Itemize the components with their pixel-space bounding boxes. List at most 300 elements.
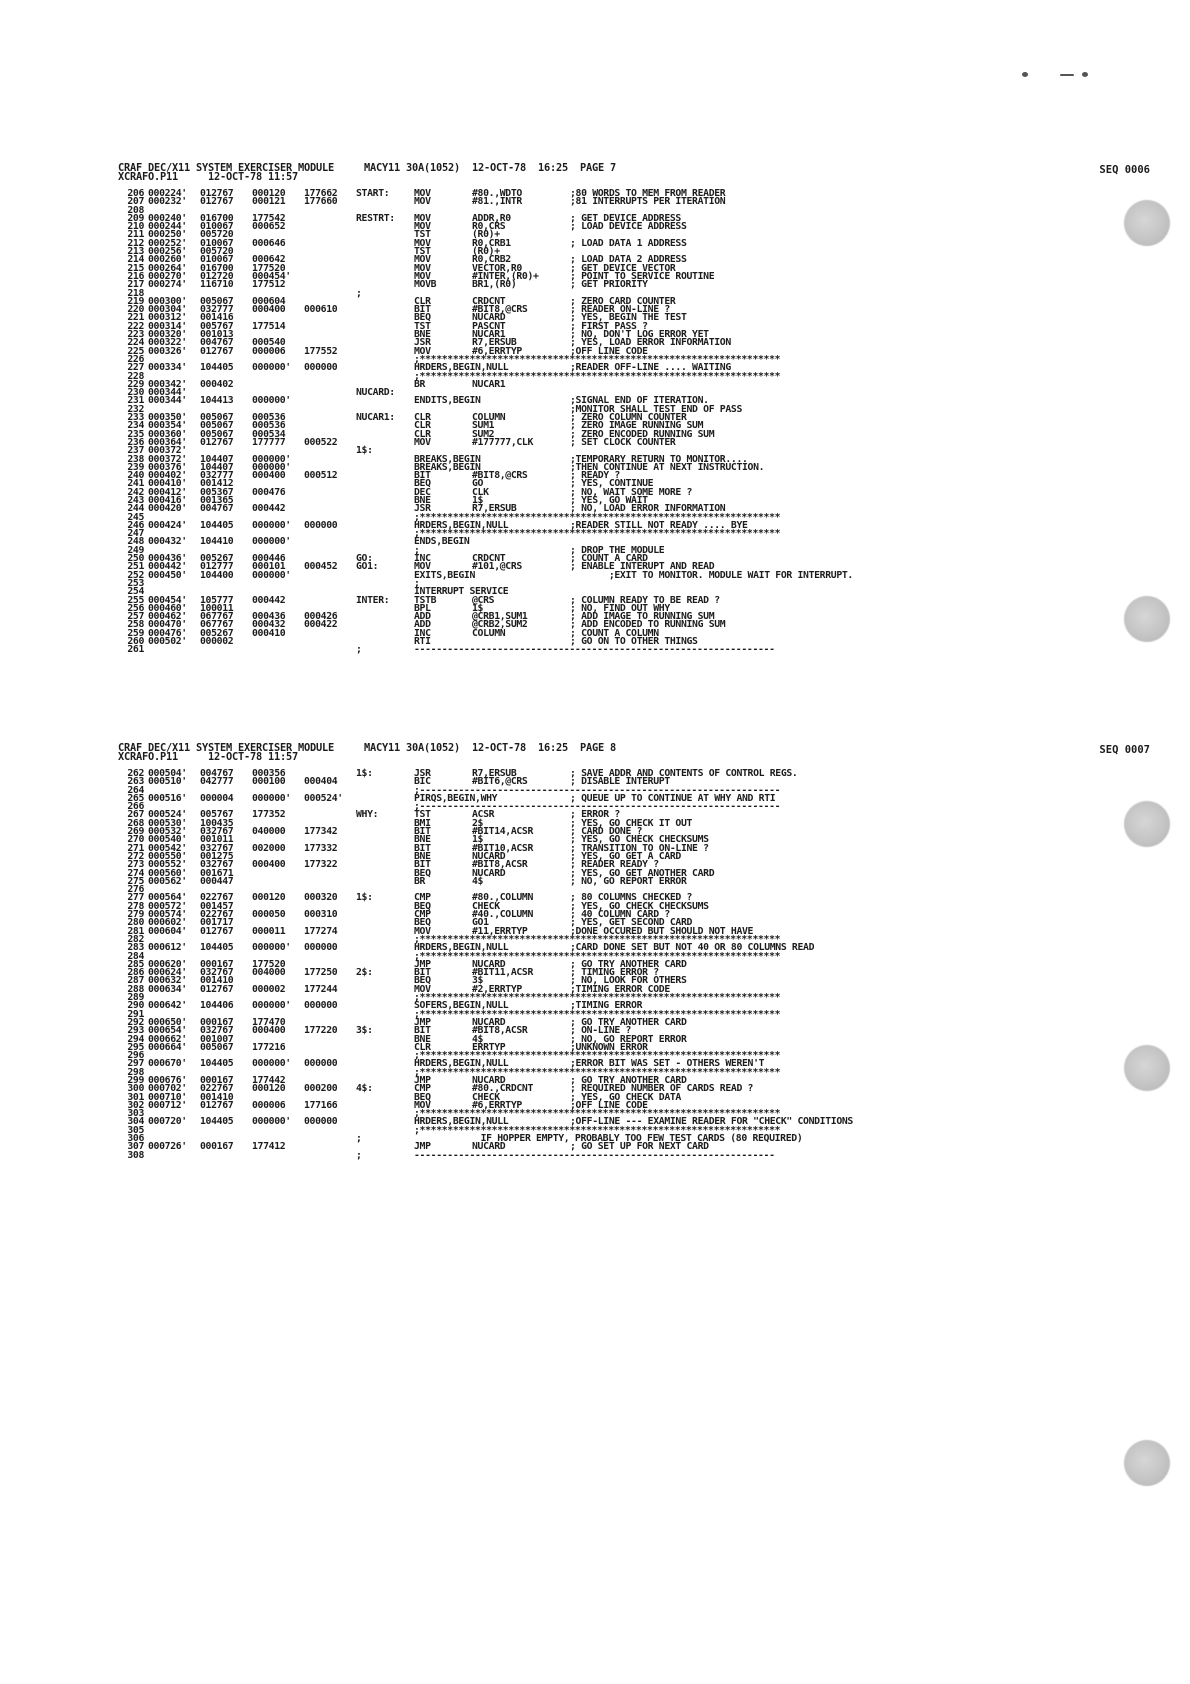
line-number: 206: [127, 188, 144, 199]
line-number: 230: [127, 387, 144, 399]
mnemonic: CLR: [414, 420, 431, 432]
operands: 4$: [472, 1033, 484, 1045]
operand-word-1: 000536: [252, 420, 286, 432]
opcode-word: 104410: [200, 536, 234, 548]
operands: 4$: [472, 875, 484, 887]
operand-word-1: 000050: [252, 909, 286, 921]
line-number: 277: [127, 892, 144, 904]
address: 000632': [148, 975, 187, 987]
opcode-word: 012767: [200, 196, 234, 208]
line-number: 305: [127, 1124, 144, 1136]
comment: ; GET DEVICE ADDRESS: [570, 212, 681, 224]
opcode-word: [200, 580, 252, 588]
listing-line: [118, 875, 1078, 887]
comment: ; YES, GO CHECK IT OUT: [570, 817, 693, 829]
line-number: 278: [127, 900, 144, 912]
line-number: 247: [127, 528, 144, 540]
operand-word-1: 000000': [252, 536, 291, 548]
line-number: 304: [127, 1116, 144, 1128]
operand-word-2: 177220: [304, 1025, 338, 1037]
opcode-word: 104405: [200, 1058, 234, 1070]
operands: GO1: [472, 917, 489, 929]
label: [356, 878, 414, 886]
operand-word-2: [304, 256, 356, 264]
operand-word-1: 000000': [252, 362, 291, 374]
address: 000650': [148, 1016, 187, 1028]
mnemonic: ;-----------------------------------------------------------------: [414, 801, 781, 813]
comment: ; ADD IMAGE TO RUNNING SUM: [570, 611, 715, 623]
mnemonic: ;: [414, 577, 420, 589]
label: [356, 489, 414, 497]
operand-word-1: 000400: [252, 470, 286, 482]
label: START:: [356, 188, 390, 199]
mnemonic: JSR: [414, 768, 431, 779]
line-number: 280: [127, 917, 144, 929]
operand-word-2: [304, 505, 356, 513]
comment: ; YES, GO WAIT: [570, 494, 648, 506]
label: [356, 977, 414, 985]
opcode-word: 032777: [200, 470, 234, 482]
mnemonic: MOV: [414, 237, 431, 249]
operand-word-2: 177166: [304, 1099, 338, 1111]
address: 000502': [148, 636, 187, 648]
operand-word-2: 177660: [304, 196, 338, 208]
line-number: 238: [127, 453, 144, 465]
operand-word-1: 000120: [252, 188, 286, 199]
operand-word-2: [304, 1069, 356, 1077]
label: [356, 431, 414, 439]
operands: [472, 1152, 570, 1160]
operands: #BIT10,ACSR: [472, 842, 534, 854]
operand-word-1: 000000': [252, 1116, 291, 1128]
operand-word-2: [304, 953, 356, 961]
operand-word-2: [304, 231, 356, 239]
opcode-word: 000002: [200, 636, 234, 648]
comment: ; YES, GO CHECK DATA: [570, 1091, 681, 1103]
operands: R0,CRB1: [472, 237, 511, 249]
operands: NUCARD: [472, 1074, 506, 1086]
mnemonic: PIRQS,BEGIN,WHY: [414, 792, 498, 804]
opcode-word: 005067: [200, 428, 234, 440]
opcode-word: 000402: [200, 378, 234, 390]
mnemonic: TST: [414, 246, 431, 258]
operand-word-2: 000000: [304, 362, 338, 374]
comment: ;SIGNAL END OF ITERATION.: [570, 395, 709, 407]
operands: VECTOR,R0: [472, 262, 522, 274]
line-number: 212: [127, 237, 144, 249]
line-number: 219: [127, 295, 144, 307]
opcode-word: 032777: [200, 304, 234, 316]
mnemonic: ;*****************************************************************: [414, 1124, 781, 1136]
operand-word-1: 000000': [252, 1000, 291, 1012]
operand-word-2: 000320: [304, 892, 338, 904]
mnemonic: HRDERS,BEGIN,NULL: [414, 1116, 509, 1128]
mnemonic: ;*****************************************************************: [414, 511, 781, 523]
operand-word-2: [304, 646, 356, 654]
operand-word-2: 000422: [304, 619, 338, 631]
label: [356, 522, 414, 530]
comment: ; YES, GO GET ANOTHER CARD: [570, 867, 715, 879]
opcode-word: 005767: [200, 320, 234, 332]
address: 000312': [148, 312, 187, 324]
mnemonic: ADD: [414, 619, 431, 631]
comment: ;CARD DONE SET BUT NOT 40 OR 80 COLUMNS READ: [570, 942, 815, 954]
label: [356, 580, 414, 588]
opcode-word: 001410: [200, 1091, 234, 1103]
mnemonic: TST: [414, 229, 431, 241]
opcode-word: 001011: [200, 834, 234, 846]
operand-word-1: 177514: [252, 320, 286, 332]
address: 000524': [148, 809, 187, 821]
operands: #INTER,(R0)+: [472, 270, 539, 282]
operand-word-1: [252, 381, 304, 389]
label: [356, 348, 414, 356]
line-number: 266: [127, 801, 144, 813]
label: [356, 240, 414, 248]
label: [356, 422, 414, 430]
sequence-number: SEQ 0007: [1099, 744, 1150, 756]
address: 000350': [148, 412, 187, 424]
opcode-word: 005067: [200, 295, 234, 307]
mnemonic: BR: [414, 378, 426, 390]
operand-word-1: 000410: [252, 627, 286, 639]
operand-word-2: [304, 290, 356, 298]
address: 000376': [148, 461, 187, 473]
mnemonic: TST: [414, 809, 431, 821]
line-number: 264: [127, 784, 144, 796]
mnemonic: BREAKS,BEGIN: [414, 461, 481, 473]
operand-word-2: 177244: [304, 983, 338, 995]
page-header-title: CRAF DEC/X11 SYSTEM EXERCISER MODULE MACY11 30A(1052) 12-OCT-78 16:25 PAGE 7: [118, 162, 616, 174]
operands: #177777,CLK: [472, 436, 534, 448]
address: 000564': [148, 892, 187, 904]
comment: ; 80 COLUMNS CHECKED ?: [570, 892, 693, 904]
operand-word-2: [304, 422, 356, 430]
comment: ; READER READY ?: [570, 859, 659, 871]
label: [356, 853, 414, 861]
address: 000314': [148, 320, 187, 332]
label: RESTRT:: [356, 212, 395, 224]
mnemonic: EXITS,BEGIN: [414, 569, 476, 581]
listing-line: [118, 646, 1078, 654]
opcode-word: 012767: [200, 983, 234, 995]
line-number: 252: [127, 569, 144, 581]
line-number: 224: [127, 337, 144, 349]
mnemonic: BNE: [414, 494, 431, 506]
line-number: 227: [127, 362, 144, 374]
operand-word-1: 177352: [252, 809, 286, 821]
opcode-word: 022767: [200, 1083, 234, 1095]
address: 000542': [148, 842, 187, 854]
comment: ; GO TRY ANOTHER CARD: [570, 1074, 687, 1086]
opcode-word: 004767: [200, 503, 234, 515]
mnemonic: CLR: [414, 412, 431, 424]
address: 000344': [148, 387, 187, 399]
line-number: 263: [127, 776, 144, 788]
opcode-word: 005767: [200, 809, 234, 821]
operand-word-2: 177332: [304, 842, 338, 854]
operands: ACSR: [472, 809, 495, 821]
comment: ; TIMING ERROR ?: [570, 967, 659, 979]
comment: ; ADD ENCODED TO RUNNING SUM: [570, 619, 726, 631]
comment: ; ZERO IMAGE RUNNING SUM: [570, 420, 704, 432]
operands: @CRS: [472, 594, 495, 606]
line-number: 306: [127, 1133, 144, 1145]
comment: ; YES, LOAD ERROR INFORMATION: [570, 337, 731, 349]
address: 000300': [148, 295, 187, 307]
address: 000540': [148, 834, 187, 846]
operands: NUCARD: [472, 1141, 506, 1153]
mnemonic: MOV: [414, 188, 431, 199]
mnemonic: MOV: [414, 221, 431, 233]
line-number: 303: [127, 1108, 144, 1120]
operands: GO: [472, 478, 484, 490]
listing-line: [118, 281, 1078, 289]
opcode-word: 010067: [200, 237, 234, 249]
operands: #BIT8,ACSR: [472, 859, 528, 871]
label: [356, 314, 414, 322]
mnemonic: BIT: [414, 826, 431, 838]
address: 000574': [148, 909, 187, 921]
comment: ;OFF-LINE --- EXAMINE READER FOR "CHECK" CONDITIONS: [570, 1116, 853, 1128]
label: [356, 373, 414, 381]
opcode-word: 010067: [200, 221, 234, 233]
label: ;: [356, 1149, 362, 1161]
address: 000510': [148, 776, 187, 788]
address: 000372': [148, 445, 187, 457]
mnemonic: MOV: [414, 196, 431, 208]
line-number: 265: [127, 792, 144, 804]
address: 000476': [148, 627, 187, 639]
line-number: 301: [127, 1091, 144, 1103]
line-number: 260: [127, 636, 144, 648]
mnemonic: JMP: [414, 1141, 431, 1153]
comment: ; COLUMN READY TO BE READ ?: [570, 594, 720, 606]
mnemonic: CLR: [414, 428, 431, 440]
opcode-word: 004767: [200, 337, 234, 349]
line-number: 218: [127, 287, 144, 299]
mnemonic: TST: [414, 320, 431, 332]
opcode-word: 001007: [200, 1033, 234, 1045]
operand-word-1: 000400: [252, 304, 286, 316]
operand-word-2: [304, 497, 356, 505]
line-number: 248: [127, 536, 144, 548]
opcode-word: 032767: [200, 859, 234, 871]
label: [356, 638, 414, 646]
line-number: 243: [127, 494, 144, 506]
address: 000372': [148, 453, 187, 465]
line-number: 291: [127, 1008, 144, 1020]
label: [356, 911, 414, 919]
opcode-word: 012767: [200, 436, 234, 448]
operands: [472, 646, 570, 654]
line-number: 226: [127, 353, 144, 365]
line-number: 296: [127, 1050, 144, 1062]
label: [356, 986, 414, 994]
comment: ;UNKNOWN ERROR: [570, 1041, 648, 1053]
comment: ; YES, BEGIN THE TEST: [570, 312, 687, 324]
mnemonic: HRDERS,BEGIN,NULL: [414, 362, 509, 374]
comment: ; YES, GO CHECK CHECKSUMS: [570, 834, 709, 846]
opcode-word: 032767: [200, 842, 234, 854]
operand-word-2: [304, 397, 356, 405]
operand-word-1: 000446: [252, 553, 286, 565]
comment: ; ERROR ?: [570, 809, 620, 821]
listing-line: [118, 378, 1078, 390]
mnemonic: ;*****************************************************************: [414, 933, 781, 945]
operand-word-2: [304, 447, 356, 455]
operand-word-2: 000000: [304, 1000, 338, 1012]
line-number: 287: [127, 975, 144, 987]
line-number: 282: [127, 933, 144, 945]
operands: #BIT8,@CRS: [472, 304, 528, 316]
opcode-word: 032767: [200, 967, 234, 979]
mnemonic: BEQ: [414, 900, 431, 912]
label: [356, 936, 414, 944]
operand-word-2: 000000: [304, 1116, 338, 1128]
opcode-word: 100011: [200, 602, 234, 614]
comment: ;80 WORDS TO MEM FROM READER: [570, 188, 726, 199]
operand-word-1: 040000: [252, 826, 286, 838]
listing-page-7: [118, 162, 1150, 656]
address: 000364': [148, 436, 187, 448]
label: [356, 306, 414, 314]
address: 000326': [148, 345, 187, 357]
line-number: 295: [127, 1041, 144, 1053]
mnemonic: CMP: [414, 1083, 431, 1095]
line-number: 267: [127, 809, 144, 821]
address: 000274': [148, 279, 187, 291]
operand-word-2: 177662: [304, 188, 338, 199]
operands: BR1,(R0): [472, 279, 517, 291]
operand-word-1: 000000': [252, 461, 291, 473]
mnemonic: ENDS,BEGIN: [414, 536, 470, 548]
opcode-word: 005267: [200, 553, 234, 565]
page-header-file: XCRAFO.P11 12-OCT-78 11:57: [118, 751, 298, 763]
line-number: 241: [127, 478, 144, 490]
punch-hole: [1124, 1440, 1170, 1486]
mnemonic: BR: [414, 875, 426, 887]
opcode-word: 022767: [200, 892, 234, 904]
opcode-word: 012720: [200, 270, 234, 282]
mnemonic: ;*****************************************************************: [414, 992, 781, 1004]
mnemonic: TSTB: [414, 594, 437, 606]
comment: ; TRANSITION TO ON-LINE ?: [570, 842, 709, 854]
line-number: 276: [127, 884, 144, 896]
label: [356, 323, 414, 331]
operand-word-2: 000310: [304, 909, 338, 921]
mnemonic: BEQ: [414, 917, 431, 929]
opcode-word: 016700: [200, 262, 234, 274]
mnemonic: CMP: [414, 909, 431, 921]
line-number: 284: [127, 950, 144, 962]
operand-word-2: [304, 1011, 356, 1019]
line-number: 207: [127, 196, 144, 208]
address: 000634': [148, 983, 187, 995]
address: 000402': [148, 470, 187, 482]
operand-word-1: 177412: [252, 1141, 286, 1153]
opcode-word: 005067: [200, 1041, 234, 1053]
operand-word-2: [304, 223, 356, 231]
line-number: 225: [127, 345, 144, 357]
operands: #BIT11,ACSR: [472, 967, 534, 979]
mnemonic: DEC: [414, 486, 431, 498]
operand-word-2: [304, 572, 356, 580]
label: 1$:: [356, 892, 373, 904]
label: GO:: [356, 553, 373, 565]
mnemonic: BEQ: [414, 1091, 431, 1103]
operands: (R0)+: [472, 246, 500, 258]
line-number: 251: [127, 561, 144, 573]
listing-line: [118, 223, 1078, 231]
line-number: 223: [127, 329, 144, 341]
comment: ; FIRST PASS ?: [570, 320, 648, 332]
label: [356, 605, 414, 613]
line-number: 249: [127, 544, 144, 556]
operand-word-2: 000000: [304, 519, 338, 531]
operands: CRDCNT: [472, 553, 506, 565]
line-number: 290: [127, 1000, 144, 1012]
operands: COLUMN: [472, 627, 506, 639]
operand-word-2: 177250: [304, 967, 338, 979]
operand-word-1: 000000': [252, 395, 291, 407]
opcode-word: 001412: [200, 478, 234, 490]
comment: ; CARD DONE ?: [570, 826, 643, 838]
label: [356, 397, 414, 405]
operands: #BIT14,ACSR: [472, 826, 534, 838]
label: NUCAR1:: [356, 412, 395, 424]
line-number: 292: [127, 1016, 144, 1028]
line-number: 268: [127, 817, 144, 829]
comment: [570, 646, 1078, 654]
operands: R7,ERSUB: [472, 768, 517, 779]
listing-line: [118, 436, 1078, 448]
operands: @CRB1,SUM1: [472, 611, 528, 623]
line-number: 217: [127, 279, 144, 291]
operand-word-1: 004000: [252, 967, 286, 979]
comment: ; NO, GO REPORT ERROR: [570, 1033, 687, 1045]
label: ;: [356, 1133, 362, 1145]
line-number: 240: [127, 470, 144, 482]
operand-word-2: [304, 597, 356, 605]
opcode-word: [200, 1127, 252, 1135]
operand-word-1: [252, 646, 304, 654]
comment: [570, 1152, 1078, 1160]
operand-word-1: 177542: [252, 212, 286, 224]
comment: ; COUNT A CARD: [570, 553, 648, 565]
opcode-word: 012767: [200, 188, 234, 199]
mnemonic: BIT: [414, 304, 431, 316]
operand-word-1: 000011: [252, 925, 286, 937]
operand-word-2: [304, 314, 356, 322]
comment: ; GO ON TO OTHER THINGS: [570, 636, 698, 648]
opcode-word: 001671: [200, 867, 234, 879]
label: [356, 778, 414, 786]
address: 000530': [148, 817, 187, 829]
label: [356, 497, 414, 505]
label: [356, 572, 414, 580]
mnemonic: ;*****************************************************************: [414, 1050, 781, 1062]
operands: NUCARD: [472, 1016, 506, 1028]
operand-word-2: [304, 1135, 356, 1143]
operand-word-1: 000000': [252, 942, 291, 954]
label: GO1:: [356, 561, 379, 573]
address: 000360': [148, 428, 187, 440]
operand-word-2: [304, 273, 356, 281]
line-number: 262: [127, 768, 144, 779]
operand-word-1: 000000': [252, 792, 291, 804]
operand-word-2: 177342: [304, 826, 338, 838]
